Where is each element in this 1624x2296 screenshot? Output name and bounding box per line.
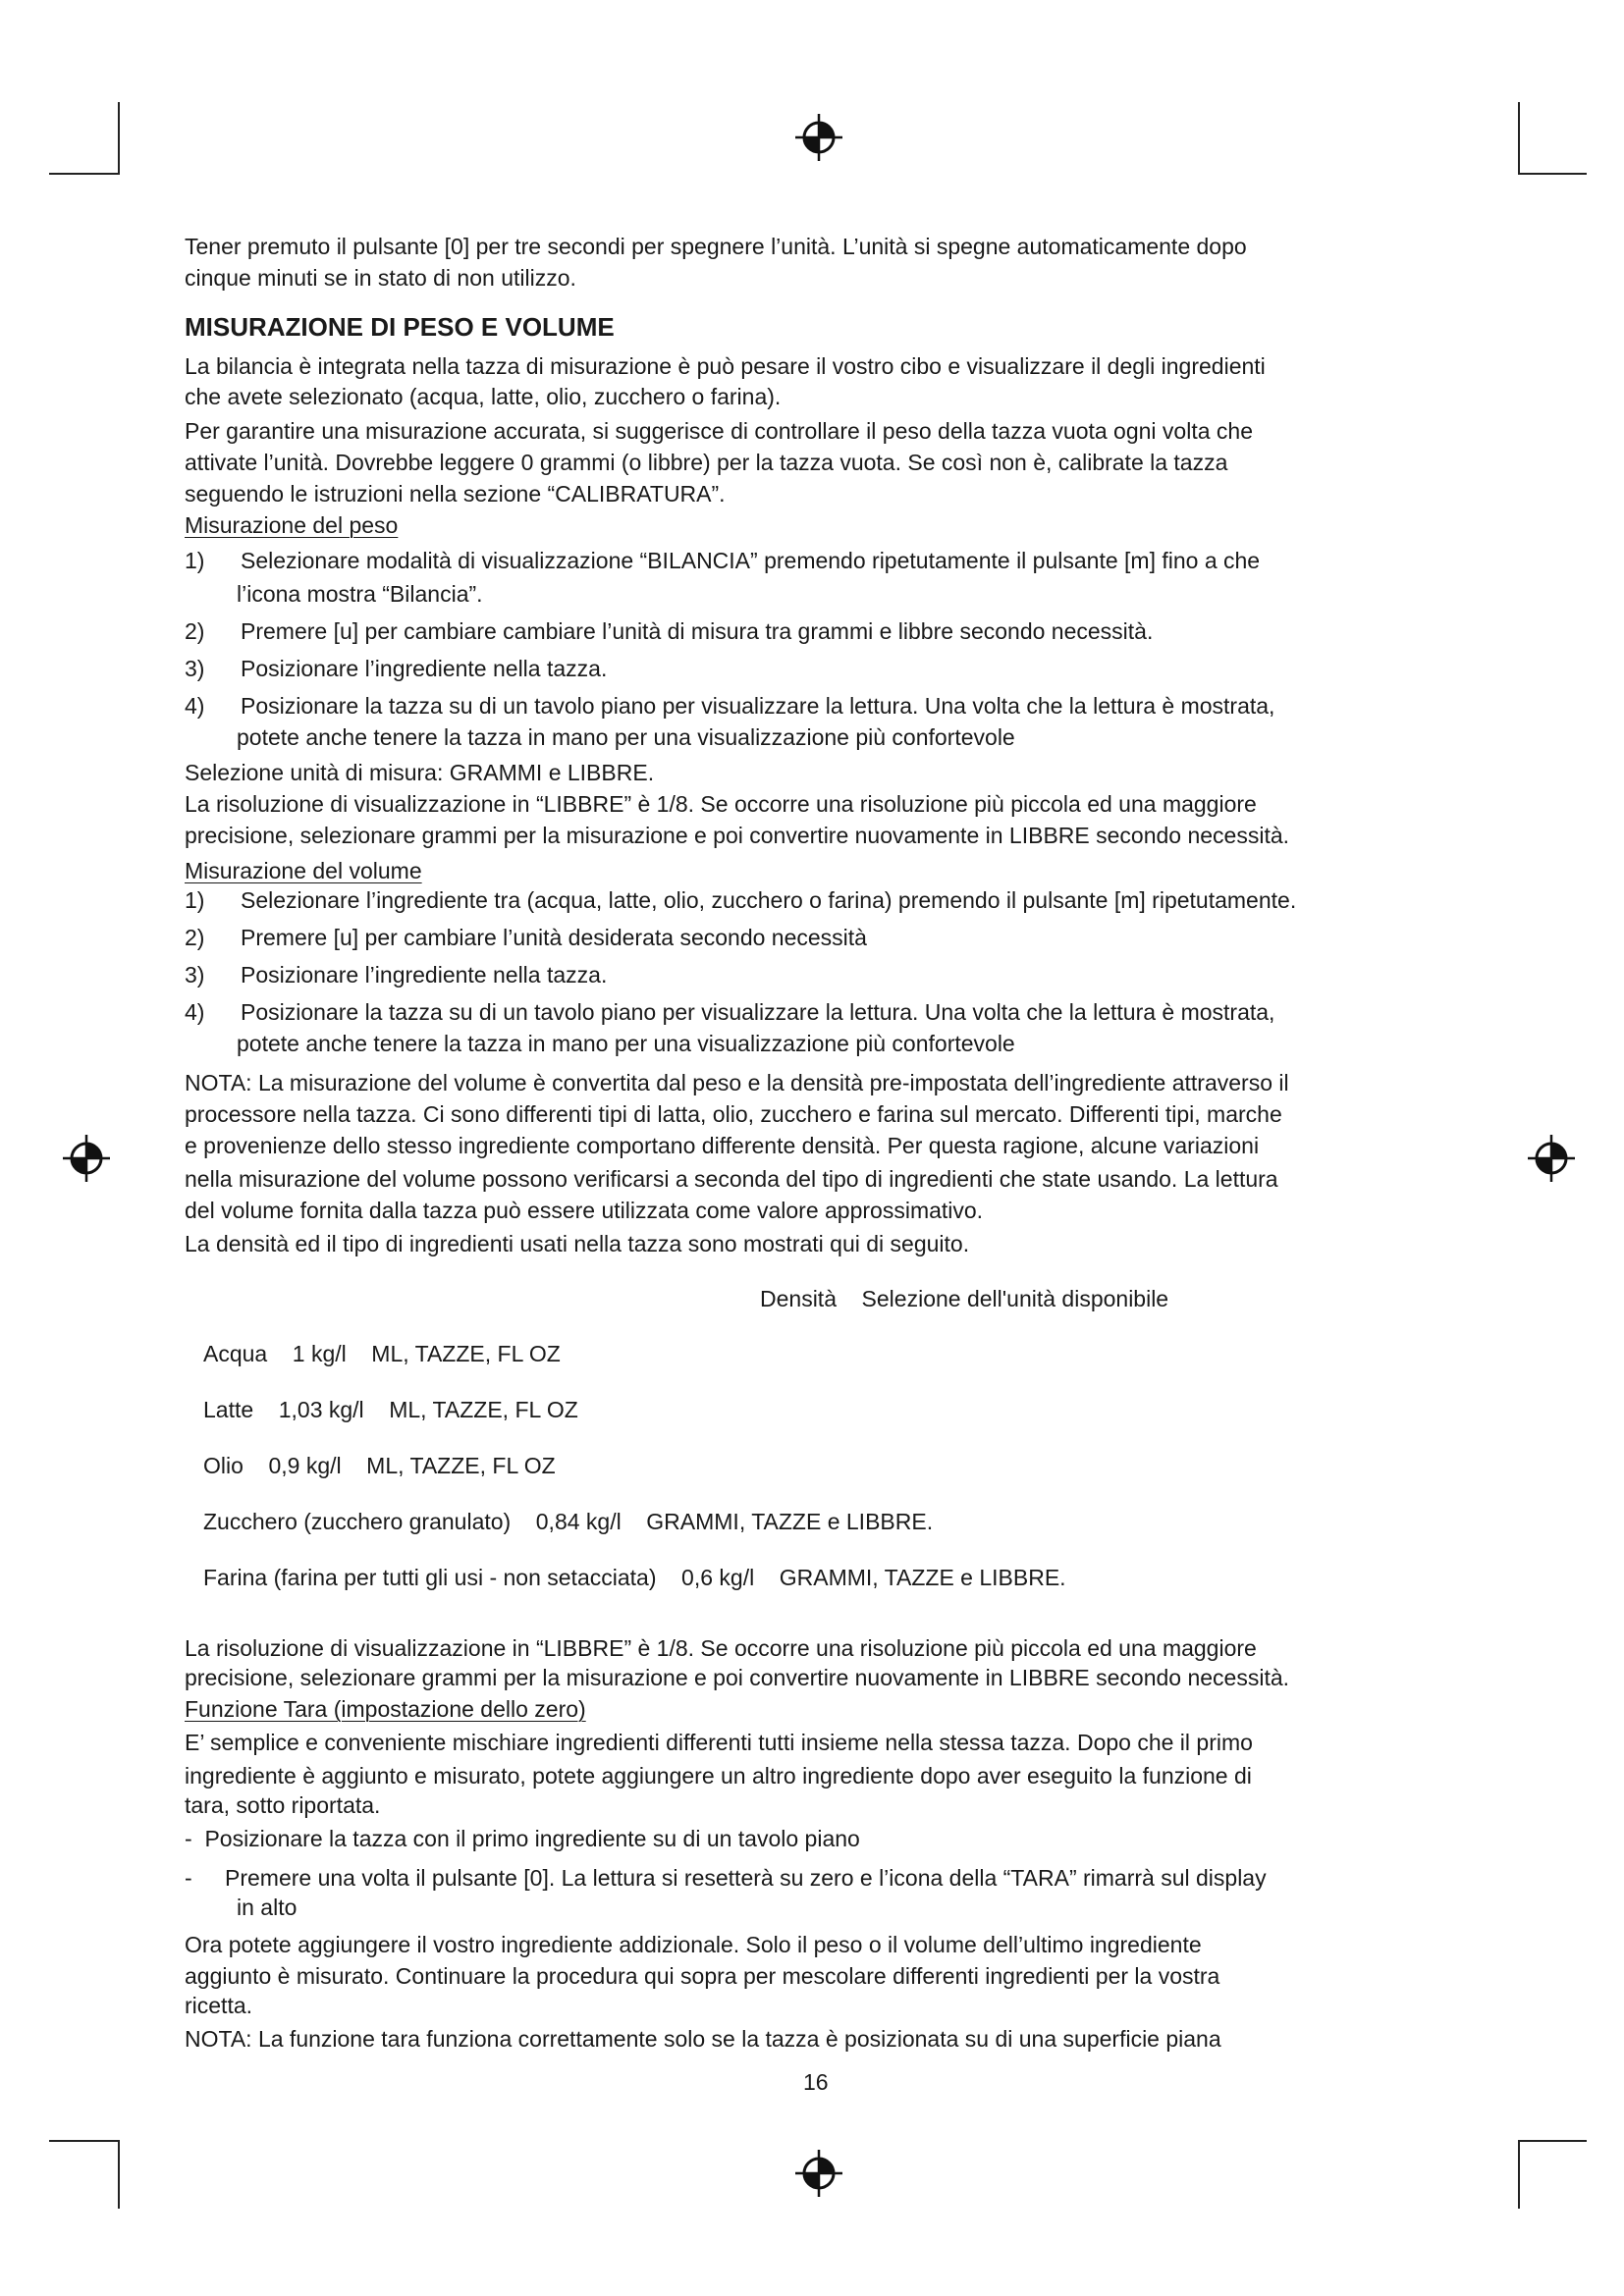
step-line: Premere [u] per cambiare cambiare l’unità di misura tra grammi e libbre secondo necessità. xyxy=(241,618,1154,644)
note-line: La densità ed il tipo di ingredienti usati nella tazza sono mostrati qui di seguito. xyxy=(185,1231,970,1256)
crop-mark-top-left-v xyxy=(118,102,120,173)
weight-subtitle: Misurazione del peso xyxy=(185,512,399,538)
registration-mark-icon xyxy=(59,1131,114,1186)
tara-line: ingrediente è aggiunto e misurato, potete aggiungere un altro ingrediente dopo aver eseguito la funzione di xyxy=(185,1763,1252,1789)
note-line: processore nella tazza. Ci sono differenti tipi di latta, olio, zucchero e farina sul mercato. Differenti tipi, marche xyxy=(185,1101,1282,1127)
resolution-line: La risoluzione di visualizzazione in “LIBBRE” è 1/8. Se occorre una risoluzione più piccola ed una maggiore xyxy=(185,791,1257,817)
table-row: Acqua 1 kg/l ML, TAZZE, FL OZ xyxy=(203,1341,561,1366)
section-heading: MISURAZIONE DI PESO E VOLUME xyxy=(185,312,615,342)
step-line: potete anche tenere la tazza in mano per una visualizzazione più confortevole xyxy=(237,724,1015,750)
step-line: potete anche tenere la tazza in mano per una visualizzazione più confortevole xyxy=(237,1031,1015,1056)
table-row: Zucchero (zucchero granulato) 0,84 kg/l GRAMMI, TAZZE e LIBBRE. xyxy=(203,1509,934,1534)
crop-mark-bottom-right-v xyxy=(1518,2140,1520,2209)
note-line: del volume fornita dalla tazza può essere utilizzata come valore approssimativo. xyxy=(185,1198,984,1223)
tara-bullet: Premere una volta il pulsante [0]. La lettura si resetterà su zero e l’icona della “TARA” rimarrà sul display xyxy=(225,1865,1267,1891)
tara-bullet: - Posizionare la tazza con il primo ingrediente su di un tavolo piano xyxy=(185,1826,860,1851)
crop-mark-top-left-h xyxy=(49,173,120,175)
step-line: Posizionare la tazza su di un tavolo piano per visualizzare la lettura. Una volta che la lettura è mostrata, xyxy=(241,999,1275,1025)
step-number: 4) xyxy=(185,693,205,719)
resolution-line: precisione, selezionare grammi per la misurazione e poi convertire nuovamente in LIBBRE secondo necessità. xyxy=(185,823,1290,848)
paragraph-line: Per garantire una misurazione accurata, si suggerisce di controllare il peso della tazza vuota ogni volta che xyxy=(185,418,1253,444)
unit-selection-text: Selezione unità di misura: GRAMMI e LIBBRE. xyxy=(185,760,655,785)
tara-after-line: Ora potete aggiungere il vostro ingrediente addizionale. Solo il peso o il volume dell’ultimo ingrediente xyxy=(185,1932,1202,1957)
crop-mark-top-right-h xyxy=(1518,173,1587,175)
resolution-line: La risoluzione di visualizzazione in “LIBBRE” è 1/8. Se occorre una risoluzione più piccola ed una maggiore xyxy=(185,1635,1257,1661)
resolution-line: precisione, selezionare grammi per la misurazione e poi convertire nuovamente in LIBBRE secondo necessità. xyxy=(185,1665,1290,1690)
crop-mark-bottom-left-h xyxy=(49,2140,120,2142)
crop-mark-top-right-v xyxy=(1518,102,1520,173)
tara-line: E’ semplice e conveniente mischiare ingredienti differenti tutti insieme nella stessa tazza. Dopo che il primo xyxy=(185,1730,1253,1755)
step-number: 4) xyxy=(185,999,205,1025)
paragraph-line: attivate l’unità. Dovrebbe leggere 0 grammi (o libbre) per la tazza vuota. Se così non è, calibrate la tazza xyxy=(185,450,1228,475)
step-line: Posizionare la tazza su di un tavolo piano per visualizzare la lettura. Una volta che la lettura è mostrata, xyxy=(241,693,1275,719)
tara-after-line: NOTA: La funzione tara funziona correttamente solo se la tazza è posizionata su di una superficie piana xyxy=(185,2026,1221,2052)
intro-line: cinque minuti se in stato di non utilizzo. xyxy=(185,265,576,291)
table-header: Densità Selezione dell'unità disponibile xyxy=(760,1286,1169,1311)
step-number: 2) xyxy=(185,618,205,644)
note-line: nella misurazione del volume possono verificarsi a seconda del tipo di ingredienti che state usando. La lettura xyxy=(185,1166,1278,1192)
bullet-dash: - xyxy=(185,1865,192,1891)
step-number: 1) xyxy=(185,887,205,913)
step-number: 3) xyxy=(185,656,205,681)
step-line: Posizionare l’ingrediente nella tazza. xyxy=(241,962,608,988)
step-line: Selezionare l’ingrediente tra (acqua, latte, olio, zucchero o farina) premendo il pulsante [m] ripetutamente. xyxy=(241,887,1297,913)
crop-mark-bottom-right-h xyxy=(1518,2140,1587,2142)
step-line: Posizionare l’ingrediente nella tazza. xyxy=(241,656,608,681)
crop-mark-bottom-left-v xyxy=(118,2140,120,2209)
tara-bullet: in alto xyxy=(237,1895,298,1920)
step-line: l’icona mostra “Bilancia”. xyxy=(237,581,483,607)
step-line: Selezionare modalità di visualizzazione “BILANCIA” premendo ripetutamente il pulsante [m] fino a che xyxy=(241,548,1261,573)
registration-mark-icon xyxy=(1524,1131,1579,1186)
step-number: 1) xyxy=(185,548,205,573)
step-line: Premere [u] per cambiare l’unità desiderata secondo necessità xyxy=(241,925,867,950)
tara-after-line: ricetta. xyxy=(185,1993,253,2018)
tara-after-line: aggiunto è misurato. Continuare la procedura qui sopra per mescolare differenti ingredienti per la vostra xyxy=(185,1963,1220,1989)
tara-line: tara, sotto riportata. xyxy=(185,1792,381,1818)
note-line: e provenienze dello stesso ingrediente comportano differente densità. Per questa ragione, alcune variazioni xyxy=(185,1133,1260,1158)
step-number: 3) xyxy=(185,962,205,988)
page-number: 16 xyxy=(803,2069,829,2095)
note-line: NOTA: La misurazione del volume è convertita dal peso e la densità pre-impostata dell’ingrediente attraverso il xyxy=(185,1070,1289,1095)
paragraph-line: La bilancia è integrata nella tazza di misurazione è può pesare il vostro cibo e visualizzare il degli ingredienti xyxy=(185,353,1266,379)
volume-subtitle: Misurazione del volume xyxy=(185,858,422,883)
table-row: Olio 0,9 kg/l ML, TAZZE, FL OZ xyxy=(203,1453,556,1478)
paragraph-line: seguendo le istruzioni nella sezione “CALIBRATURA”. xyxy=(185,481,726,507)
intro-line: Tener premuto il pulsante [0] per tre secondi per spegnere l’unità. L’unità si spegne automaticamente dopo xyxy=(185,234,1247,259)
table-row: Latte 1,03 kg/l ML, TAZZE, FL OZ xyxy=(203,1397,578,1422)
tara-subtitle: Funzione Tara (impostazione dello zero) xyxy=(185,1696,586,1722)
paragraph-line: che avete selezionato (acqua, latte, olio, zucchero o farina). xyxy=(185,384,782,409)
registration-mark-icon xyxy=(791,2146,846,2201)
step-number: 2) xyxy=(185,925,205,950)
registration-mark-icon xyxy=(791,110,846,165)
table-row: Farina (farina per tutti gli usi - non setacciata) 0,6 kg/l GRAMMI, TAZZE e LIBBRE. xyxy=(203,1565,1066,1590)
